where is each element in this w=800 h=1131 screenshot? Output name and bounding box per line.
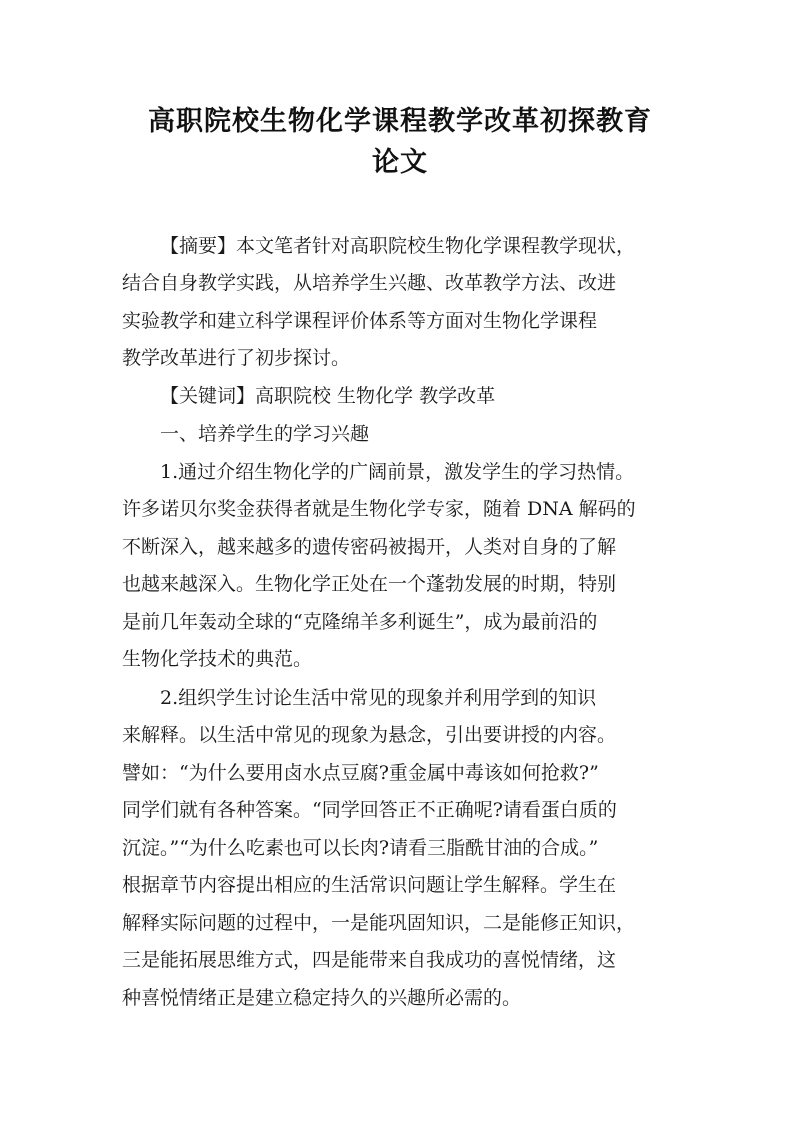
- document-title-line-2: 论文: [372, 147, 428, 178]
- text-line: 譬如：“为什么要用卤水点豆腐?重金属中毒该如何抢救?”: [122, 762, 599, 784]
- text-line: 结合自身教学实践，从培养学生兴趣、改革教学方法、改进: [122, 272, 617, 294]
- paragraph-line: [0, 756, 800, 790]
- paragraph-line: [0, 906, 800, 940]
- paragraph-line: [0, 681, 800, 715]
- paragraph-line: [0, 530, 800, 564]
- paragraph-line: [0, 718, 800, 752]
- text-line: 【关键词】高职院校 生物化学 教学改革: [160, 385, 496, 407]
- text-line: 2.组织学生讨论生活中常见的现象并利用学到的知识: [160, 687, 597, 709]
- text-line: 来解释。以生活中常见的现象为悬念，引出要讲授的内容。: [122, 724, 617, 746]
- paragraph-line: [0, 455, 800, 489]
- abstract-line: [0, 341, 800, 375]
- text-line: 同学们就有各种答案。“同学回答正不正确呢?请看蛋白质的: [122, 799, 617, 821]
- text-line: 种喜悦情绪正是建立稳定持久的兴趣所必需的。: [122, 987, 522, 1009]
- paragraph-line: [0, 981, 800, 1015]
- document-title-line-1: 高职院校生物化学课程教学改革初探教育: [148, 106, 652, 137]
- text-line: 一、培养学生的学习兴趣: [160, 423, 370, 445]
- text-line: 教学改革进行了初步探讨。: [122, 347, 351, 369]
- text-line: 三是能拓展思维方式，四是能带来自我成功的喜悦情绪，这: [122, 949, 617, 971]
- paragraph-line: [0, 605, 800, 639]
- text-line: 不断深入，越来越多的遗传密码被揭开，人类对自身的了解: [122, 536, 617, 558]
- text-line: 沉淀。”“为什么吃素也可以长肉?请看三脂酰甘油的合成。”: [122, 837, 599, 859]
- keywords-line: [0, 379, 800, 413]
- text-line: 是前几年轰动全球的“克隆绵羊多利诞生”，成为最前沿的: [122, 611, 598, 633]
- text-line: 也越来越深入。生物化学正处在一个蓬勃发展的时期，特别: [122, 573, 617, 595]
- section-heading: [0, 417, 800, 451]
- paragraph-line: [0, 492, 800, 526]
- abstract-line: [0, 229, 800, 263]
- text-line: 【摘要】本文笔者针对高职院校生物化学课程教学现状，: [160, 235, 636, 257]
- text-line: 解释实际问题的过程中，一是能巩固知识，二是能修正知识，: [122, 912, 636, 934]
- abstract-line: [0, 266, 800, 300]
- paragraph-line: [0, 943, 800, 977]
- paragraph-line: [0, 831, 800, 865]
- paragraph-line: [0, 567, 800, 601]
- paragraph-line: [0, 793, 800, 827]
- paragraph-line: [0, 868, 800, 902]
- text-line: 根据章节内容提出相应的生活常识问题让学生解释。学生在: [122, 874, 617, 896]
- text-line: 生物化学技术的典范。: [122, 648, 313, 670]
- text-line: 许多诺贝尔奖金获得者就是生物化学专家，随着 DNA 解码的: [122, 498, 636, 520]
- text-line: 1.通过介绍生物化学的广阔前景，激发学生的学习热情。: [160, 461, 635, 483]
- text-line: 实验教学和建立科学课程评价体系等方面对生物化学课程: [122, 310, 598, 332]
- paragraph-line: [0, 642, 800, 676]
- abstract-line: [0, 304, 800, 338]
